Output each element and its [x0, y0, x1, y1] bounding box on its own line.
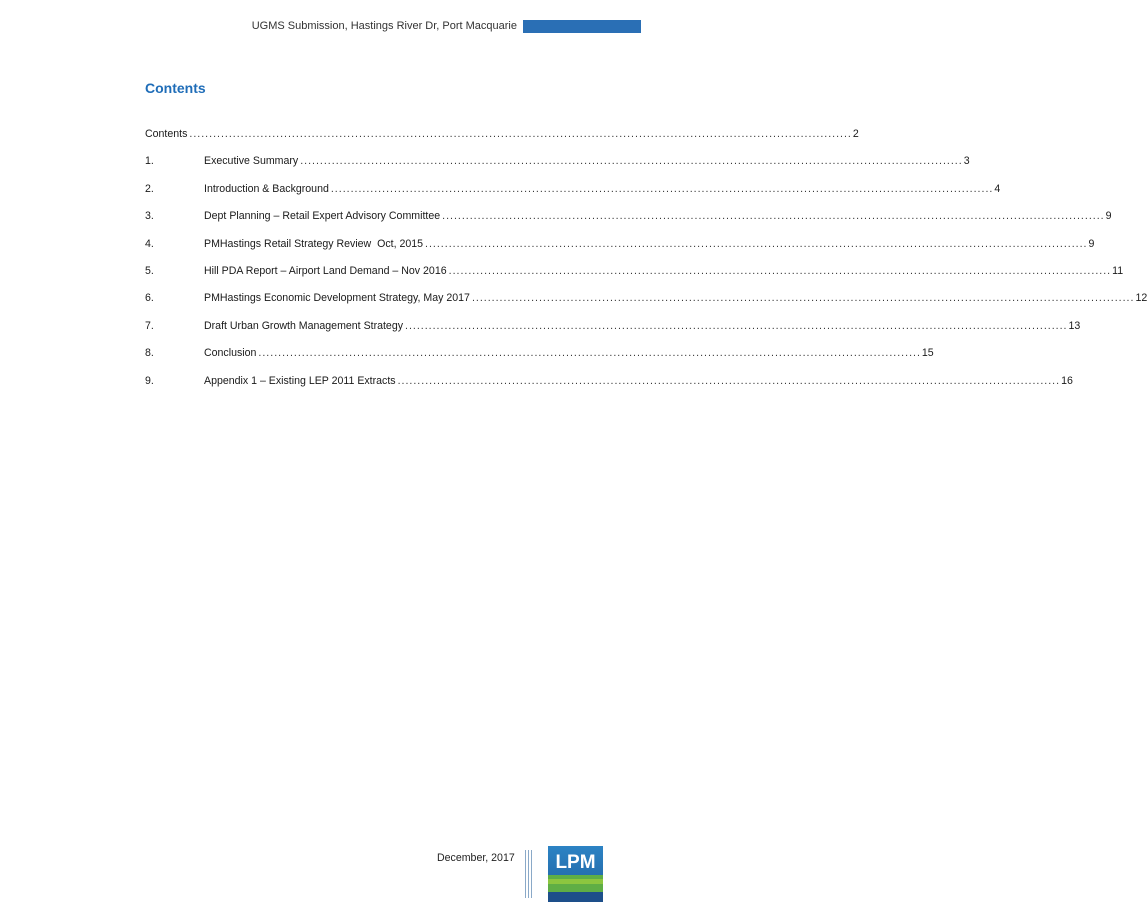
logo-text: LPM [555, 852, 596, 873]
toc-entry-page: 9 [1105, 210, 1112, 223]
header-title: UGMS Submission, Hastings River Dr, Port Macquarie [251, 20, 517, 32]
toc-entry-page: 2 [852, 128, 859, 140]
toc-entry[interactable] [145, 291, 1147, 318]
toc-entry-page: 12 [1135, 292, 1147, 305]
contents-heading: Contents [145, 80, 206, 96]
toc-entry-title: Hill PDA Report – Airport Land Demand – Nov 2016 [204, 264, 447, 277]
toc-entry-number: 2. [145, 182, 154, 195]
toc-leader: ........................................................................................................................................................................ [471, 292, 1135, 305]
toc-entry[interactable] [145, 237, 1095, 264]
toc-entry[interactable] [145, 182, 1001, 209]
toc-entry-title: Conclusion [204, 347, 257, 360]
toc-entry-title: Contents [145, 128, 188, 140]
toc-entry-title: Introduction & Background [204, 182, 329, 195]
toc-entry-title: Dept Planning – Retail Expert Advisory Committee [204, 210, 441, 223]
toc-leader: ........................................................................................................................................................................ [448, 264, 1112, 277]
footer-divider-lines [525, 850, 533, 898]
toc-entry-title: PMHastings Economic Development Strategy, May 2017 [204, 292, 470, 305]
toc-entry-page: 11 [1112, 264, 1124, 277]
toc-leader: ........................................................................................................................................................................ [405, 319, 1068, 332]
toc-entry-title: Draft Urban Growth Management Strategy [204, 319, 404, 332]
toc-leader: ........................................................................................................................................................................ [330, 182, 994, 195]
toc-entry-number: 4. [145, 237, 154, 250]
toc-entry[interactable] [145, 346, 934, 373]
table-of-contents [145, 127, 1147, 401]
toc-entry-number: 7. [145, 319, 154, 332]
page-number-bar [523, 20, 1058, 33]
toc-entry-page: 3 [963, 155, 970, 168]
toc-entry-title: PMHastings Retail Strategy Review Oct, 2015 [204, 237, 424, 250]
toc-entry-title: Appendix 1 – Existing LEP 2011 Extracts [204, 374, 396, 387]
page-number: 2 [1052, 20, 1058, 32]
toc-entry-title: Executive Summary [204, 155, 299, 168]
toc-entry-contents[interactable] [145, 127, 859, 154]
toc-entry-number: 8. [145, 347, 154, 360]
toc-entry[interactable] [145, 374, 1073, 401]
toc-leader: ........................................................................................................................................................................ [397, 374, 1061, 387]
page-header [0, 17, 1058, 35]
toc-entry[interactable] [145, 264, 1124, 291]
toc-entry-number: 1. [145, 155, 154, 168]
toc-entry[interactable] [145, 154, 970, 181]
footer-date: December, 2017 [437, 852, 515, 864]
toc-leader: ........................................................................................................................................................................ [442, 210, 1105, 223]
toc-entry-page: 13 [1068, 319, 1081, 332]
toc-entry-number: 5. [145, 264, 154, 277]
toc-leader: ........................................................................................................................................................................ [300, 155, 963, 168]
toc-entry-number: 9. [145, 374, 154, 387]
toc-entry-number: 3. [145, 210, 154, 223]
toc-entry-page: 4 [994, 182, 1001, 195]
toc-entry-number: 6. [145, 292, 154, 305]
toc-leader: ........................................................................................................................................................................ [425, 237, 1088, 250]
toc-entry-page: 16 [1061, 374, 1073, 387]
toc-entry-page: 15 [921, 347, 934, 360]
toc-entry[interactable] [145, 209, 1112, 236]
toc-leader: ........................................................................................................................................................................ [258, 347, 921, 360]
toc-entry[interactable] [145, 319, 1081, 346]
toc-entry-page: 9 [1088, 237, 1095, 250]
lpm-logo [548, 846, 603, 902]
toc-leader: ........................................................................................................................................................................ [189, 128, 852, 140]
